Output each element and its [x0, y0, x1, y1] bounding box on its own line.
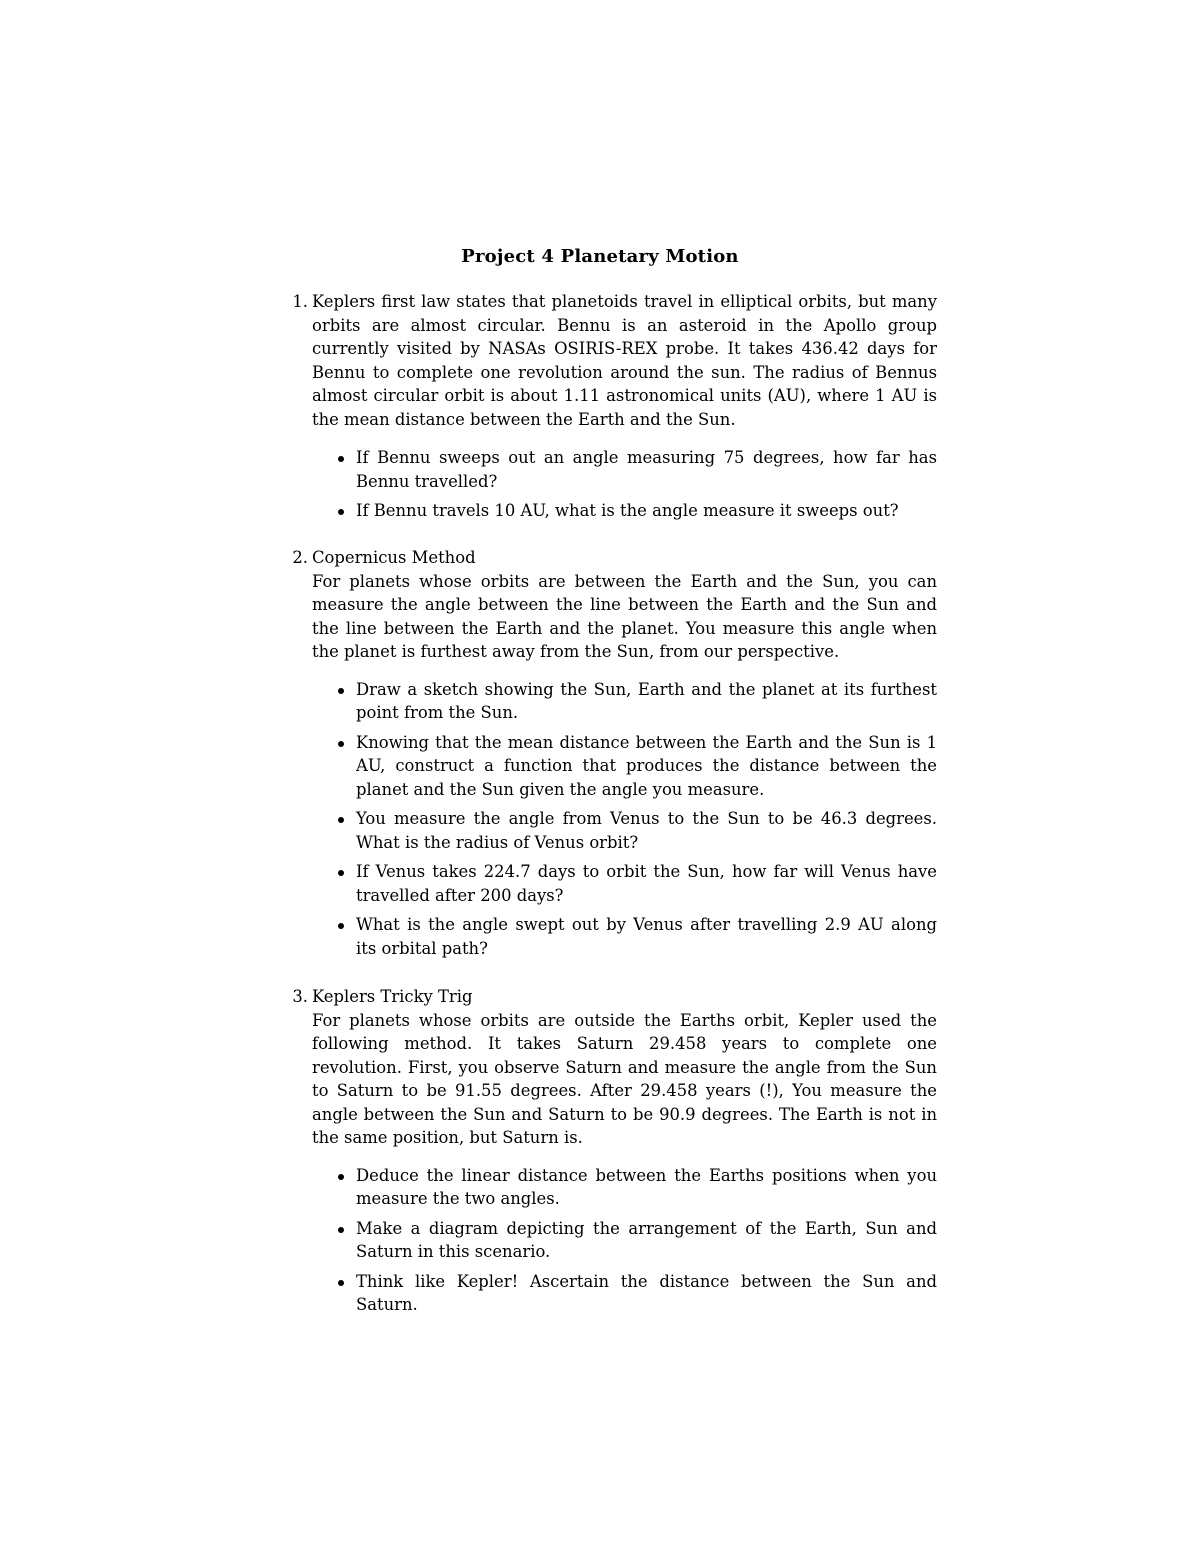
item-number: 3. — [292, 987, 308, 1006]
bullet-icon — [338, 1174, 344, 1180]
bullet-icon — [338, 456, 344, 462]
bullet-item — [312, 1164, 937, 1211]
item-paragraph: For planets whose orbits are between the Earth and the Sun, you can measure the angle between the line between the Earth and the Sun and the line between the Earth and the planet. You measure this angle when the planet is furthest away from the Sun, from our perspective. — [312, 571, 937, 661]
item-paragraph: For planets whose orbits are outside the Earths orbit, Kepler used the following method. It takes Saturn 29.458 years to complete one revolution. First, you observe Saturn and measure the angle from the Sun to Saturn to be 91.55 degrees. After 29.458 years (!), You measure the angle between the Sun and Saturn to be 90.9 degrees. The Earth is not in the same position, but Saturn is. — [312, 1010, 937, 1147]
bullet-text: Think like Kepler! Ascertain the distance between the Sun and Saturn. — [356, 1271, 937, 1314]
bullet-icon — [338, 817, 344, 823]
bullet-item — [312, 913, 937, 960]
bullet-icon — [338, 923, 344, 929]
bullet-icon — [338, 1227, 344, 1233]
bullet-text: Make a diagram depicting the arrangement of the Earth, Sun and Saturn in this scenario. — [356, 1218, 937, 1261]
bullet-text: If Venus takes 224.7 days to orbit the Sun, how far will Venus have travelled after 200 days? — [356, 862, 937, 905]
bullet-item — [312, 446, 937, 493]
bullet-item — [312, 807, 937, 854]
bullet-item — [312, 1217, 937, 1264]
page-title: Project 4 Planetary Motion — [461, 246, 739, 267]
bullet-text: If Bennu travels 10 AU, what is the angle measure it sweeps out? — [356, 501, 899, 520]
bullet-list — [312, 678, 937, 961]
bullet-text: What is the angle swept out by Venus after travelling 2.9 AU along its orbital path? — [356, 915, 937, 958]
bullet-list — [312, 446, 937, 523]
bullet-icon — [338, 1280, 344, 1286]
item-number: 2. — [292, 548, 308, 567]
bullet-text: Knowing that the mean distance between the Earth and the Sun is 1 AU, construct a function that produces the distance between the planet and the Sun given the angle you measure. — [356, 732, 937, 799]
bullet-icon — [338, 688, 344, 694]
list-item-2 — [292, 546, 937, 960]
bullet-icon — [338, 509, 344, 515]
bullet-text: You measure the angle from Venus to the Sun to be 46.3 degrees. What is the radius of Venus orbit? — [356, 809, 937, 852]
bullet-icon — [338, 741, 344, 747]
item-number: 1. — [292, 292, 308, 311]
bullet-item — [312, 678, 937, 725]
bullet-text: If Bennu sweeps out an angle measuring 75 degrees, how far has Bennu travelled? — [356, 448, 937, 491]
bullet-text: Draw a sketch showing the Sun, Earth and the planet at its furthest point from the Sun. — [356, 679, 937, 722]
list-item-1 — [292, 290, 937, 523]
bullet-text: Deduce the linear distance between the Earths positions when you measure the two angles. — [356, 1165, 937, 1208]
bullet-icon — [338, 870, 344, 876]
list-item-3 — [292, 985, 937, 1317]
bullet-list — [312, 1164, 937, 1317]
item-heading: Keplers Tricky Trig — [312, 987, 473, 1006]
bullet-item — [312, 731, 937, 802]
item-heading: Copernicus Method — [312, 548, 476, 567]
bullet-item — [312, 499, 937, 523]
bullet-item — [312, 1270, 937, 1317]
bullet-item — [312, 860, 937, 907]
item-paragraph: Keplers first law states that planetoids travel in elliptical orbits, but many orbits are almost circular. Bennu is an asteroid in the Apollo group currently visited by NASAs OSIRIS-REX probe. It takes 436.42 days for Bennu to complete one revolution around the sun. The radius of Bennus almost circular orbit is about 1.11 astronomical units (AU), where 1 AU is the mean distance between the Earth and the Sun. — [312, 292, 937, 429]
